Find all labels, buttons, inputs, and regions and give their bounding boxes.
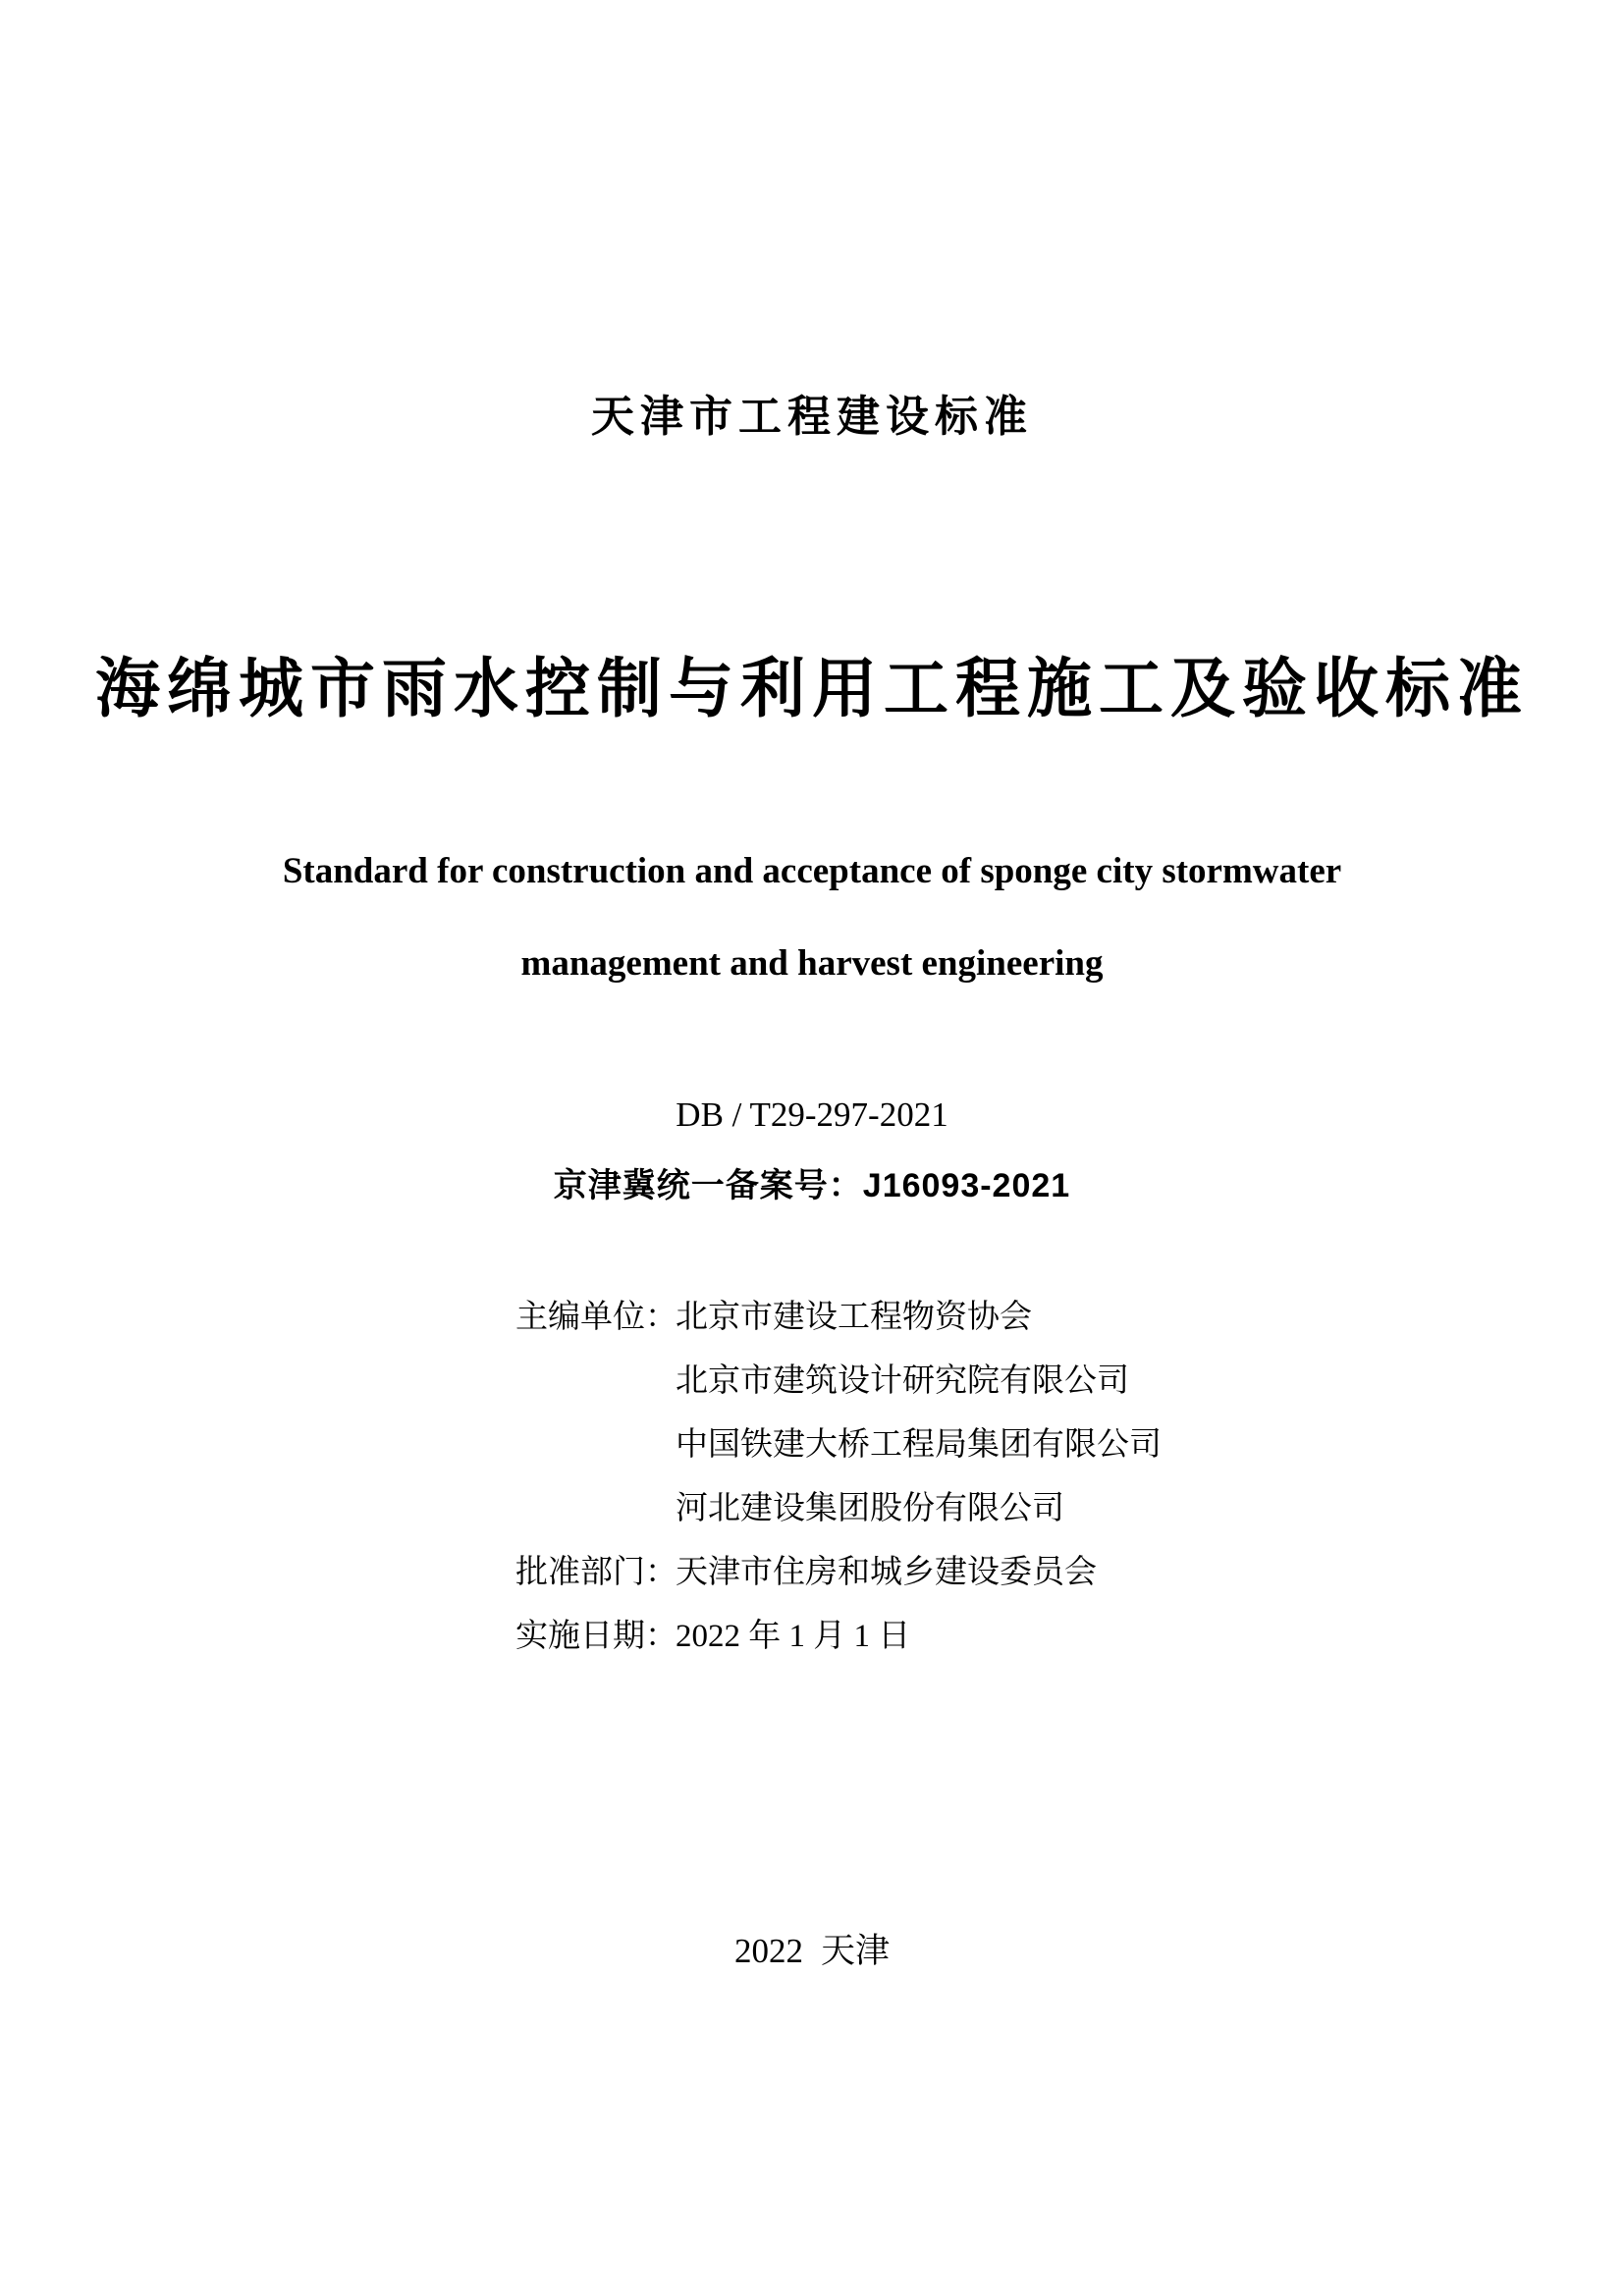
approval-value: 天津市住房和城乡建设委员会 xyxy=(676,1555,1097,1590)
info-block xyxy=(515,1286,1162,1669)
chief-editor-unit: 北京市建设工程物资协会 xyxy=(676,1300,1032,1335)
implementation-label: 实施日期： xyxy=(515,1619,677,1654)
chief-editor-line xyxy=(515,1414,1162,1477)
footer-year-city xyxy=(0,1924,1624,1973)
chief-editor-line xyxy=(515,1477,1162,1541)
chief-editor-unit: 北京市建筑设计研究院有限公司 xyxy=(676,1363,1129,1399)
footer-year: 2022 xyxy=(733,1932,803,1970)
chief-editor-unit: 中国铁建大桥工程局集团有限公司 xyxy=(676,1427,1162,1463)
chief-editor-label: 主编单位： xyxy=(515,1300,677,1335)
doc-type-header: 天津市工程建设标准 xyxy=(591,393,1033,441)
approval-label: 批准部门： xyxy=(515,1555,677,1590)
chief-editor-line xyxy=(515,1286,1162,1350)
implementation-line xyxy=(515,1605,1162,1669)
chief-editor-unit: 河北建设集团股份有限公司 xyxy=(676,1491,1064,1526)
title-en-line-2: management and harvest engineering xyxy=(520,943,1104,984)
title-en-line-1: Standard for construction and acceptance of sponge city stormwater xyxy=(282,851,1342,891)
main-title-zh: 海绵城市雨水控制与利用工程施工及验收标准 xyxy=(95,652,1529,724)
implementation-value: 2022 年 1 月 1 日 xyxy=(676,1619,911,1654)
chief-editor-line xyxy=(515,1350,1162,1414)
approval-line xyxy=(515,1541,1162,1605)
record-number: 京津冀统一备案号：J16093-2021 xyxy=(553,1167,1071,1204)
standard-code: DB / T29-297-2021 xyxy=(676,1095,948,1134)
footer-city: 天津 xyxy=(820,1932,890,1970)
